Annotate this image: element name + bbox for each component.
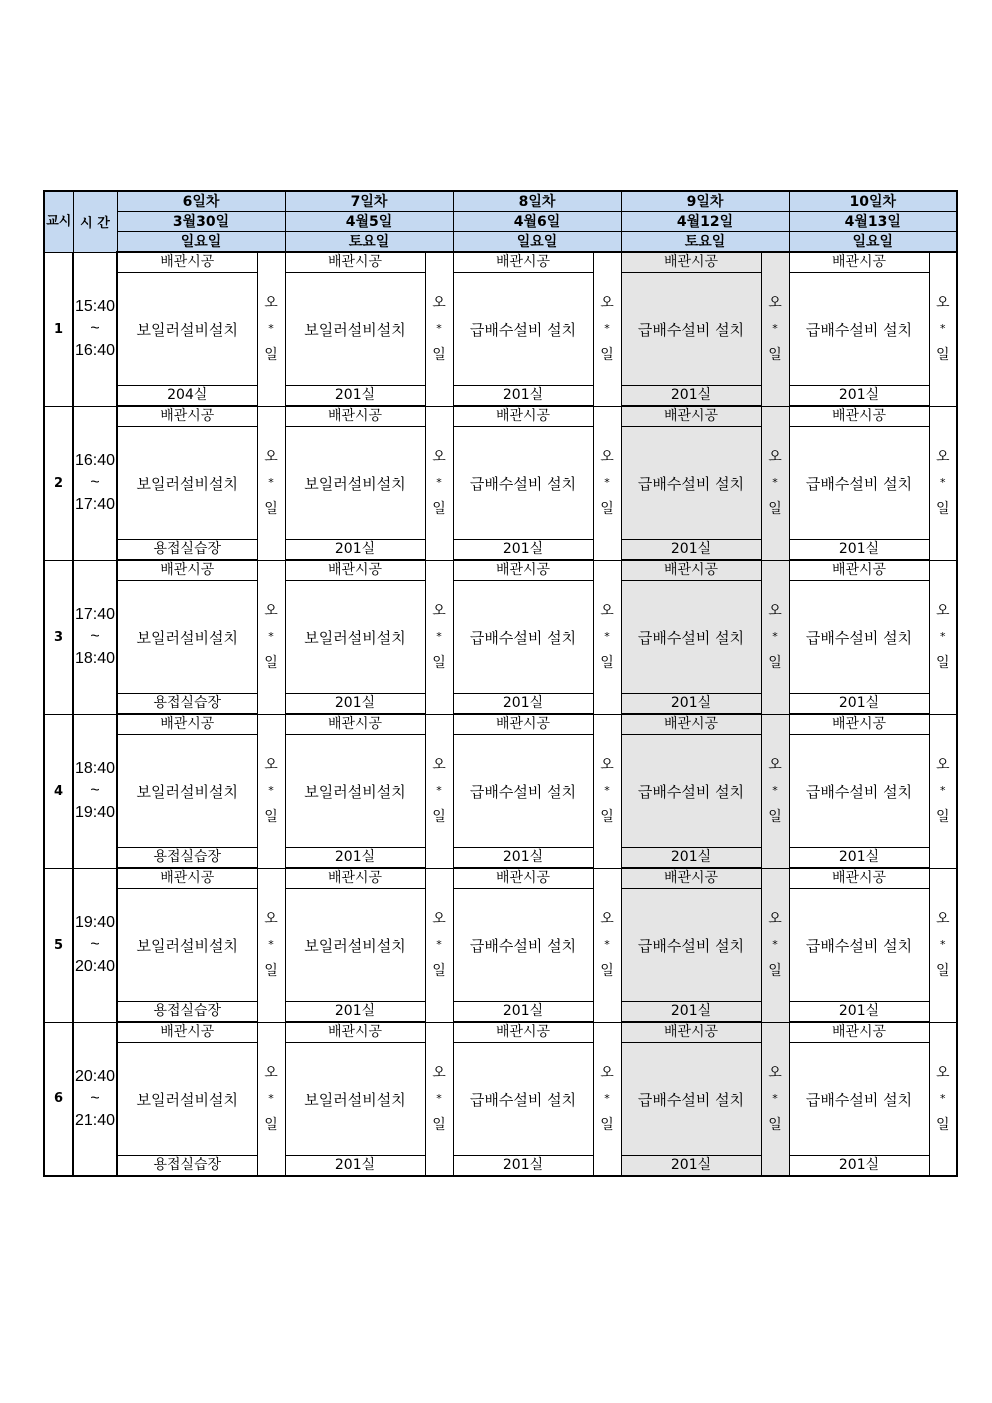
- period-number: 1: [44, 252, 73, 406]
- weekday-header: 토요일: [621, 232, 789, 253]
- side-mark-cell: [257, 714, 285, 868]
- side-mark-cell: [929, 1022, 957, 1176]
- period-row-subject: [44, 406, 957, 427]
- side-mark: 오: [600, 757, 614, 773]
- side-mark: *: [772, 784, 778, 797]
- room-cell: 201실: [453, 540, 593, 561]
- side-mark: 일: [264, 347, 278, 364]
- side-mark-cell: [257, 868, 285, 1022]
- side-mark-cell: [257, 252, 285, 406]
- subject-cell: 배관시공: [285, 714, 425, 735]
- side-mark: *: [268, 938, 274, 951]
- period-row-main: [44, 889, 957, 1002]
- room-cell: 201실: [285, 694, 425, 715]
- time-end: 20:40: [74, 958, 116, 975]
- side-mark: 오: [600, 295, 614, 312]
- side-mark-cell: [761, 1022, 789, 1176]
- header-row-date: [44, 212, 957, 232]
- room-cell: 201실: [285, 1156, 425, 1177]
- side-mark: *: [604, 938, 610, 951]
- side-mark: 오: [600, 1064, 614, 1081]
- side-mark: 오: [432, 295, 446, 312]
- side-mark-cell: [425, 714, 453, 868]
- side-mark: 일: [768, 963, 782, 979]
- side-mark: 오: [264, 1064, 278, 1081]
- period-row-subject: [44, 1022, 957, 1043]
- timetable-body: [44, 191, 957, 1176]
- side-mark-cell: [929, 868, 957, 1022]
- side-mark: 일: [264, 809, 278, 825]
- period-row-main: [44, 427, 957, 540]
- time-start: 19:40: [74, 914, 116, 931]
- time-range: [73, 560, 117, 714]
- date-header: 4월6일: [453, 212, 621, 232]
- side-mark: *: [940, 938, 946, 951]
- lesson-cell: 급배수설비 설치: [789, 273, 929, 386]
- side-mark: 오: [432, 603, 446, 619]
- side-mark: 오: [432, 1064, 446, 1081]
- time-start: 15:40: [74, 298, 116, 315]
- time-range: [73, 1022, 117, 1176]
- room-cell: 201실: [789, 1156, 929, 1177]
- weekday-header: 토요일: [285, 232, 453, 253]
- side-mark: 일: [264, 963, 278, 979]
- time-start: 18:40: [74, 760, 116, 777]
- side-mark: *: [940, 1091, 946, 1105]
- time-end: 19:40: [74, 804, 116, 821]
- side-mark: 일: [600, 655, 614, 671]
- room-cell: 201실: [621, 386, 761, 407]
- room-cell: 201실: [789, 694, 929, 715]
- side-mark: 일: [768, 809, 782, 825]
- side-mark: *: [268, 476, 274, 489]
- room-cell: 201실: [285, 848, 425, 869]
- period-row-room: [44, 540, 957, 561]
- period-row-room: [44, 1002, 957, 1023]
- subject-cell: 배관시공: [453, 714, 593, 735]
- subject-cell: 배관시공: [621, 406, 761, 427]
- side-mark: 오: [935, 449, 950, 465]
- time-range: [73, 406, 117, 560]
- side-mark: 일: [935, 1116, 950, 1133]
- side-mark: 일: [600, 809, 614, 825]
- weekday-header: 일요일: [453, 232, 621, 253]
- room-cell: 용접실습장: [117, 1002, 257, 1023]
- side-mark: 일: [432, 809, 446, 825]
- side-mark: 일: [432, 501, 446, 517]
- side-mark-cell: [929, 714, 957, 868]
- side-mark: *: [268, 322, 274, 336]
- side-mark: 오: [768, 1064, 782, 1081]
- side-mark: 오: [264, 603, 278, 619]
- subject-cell: 배관시공: [789, 406, 929, 427]
- side-mark: 오: [432, 449, 446, 465]
- side-mark: *: [940, 784, 946, 797]
- subject-cell: 배관시공: [621, 560, 761, 581]
- side-mark: 오: [768, 757, 782, 773]
- period-header-label: 교시: [46, 213, 72, 229]
- lesson-cell: 보일러설비설치: [117, 273, 257, 386]
- side-mark-cell: [761, 252, 789, 406]
- lesson-cell: 보일러설비설치: [117, 581, 257, 694]
- side-mark-cell: [761, 714, 789, 868]
- side-mark: *: [436, 476, 442, 489]
- time-separator: ~: [90, 320, 100, 337]
- subject-cell: 배관시공: [117, 252, 257, 273]
- side-mark: *: [436, 1091, 442, 1105]
- subject-cell: 배관시공: [621, 252, 761, 273]
- subject-cell: 배관시공: [621, 714, 761, 735]
- side-mark: 일: [935, 963, 950, 979]
- side-mark: 오: [768, 449, 782, 465]
- subject-cell: 배관시공: [453, 252, 593, 273]
- room-cell: 용접실습장: [117, 1156, 257, 1177]
- side-mark: *: [268, 630, 274, 643]
- room-cell: 201실: [621, 1156, 761, 1177]
- room-cell: 용접실습장: [117, 694, 257, 715]
- side-mark: 오: [600, 603, 614, 619]
- subject-cell: 배관시공: [789, 868, 929, 889]
- date-header: 3월30일: [117, 212, 285, 232]
- date-header: 4월12일: [621, 212, 789, 232]
- subject-cell: 배관시공: [453, 1022, 593, 1043]
- period-row-main: [44, 581, 957, 694]
- side-mark: 오: [935, 603, 950, 619]
- side-mark: *: [772, 1091, 778, 1105]
- subject-cell: 배관시공: [453, 868, 593, 889]
- side-mark: 일: [432, 1116, 446, 1133]
- time-start: 20:40: [74, 1067, 116, 1085]
- period-row-room: [44, 1156, 957, 1177]
- date-header: 4월5일: [285, 212, 453, 232]
- room-cell: 201실: [789, 848, 929, 869]
- room-cell: 201실: [621, 1002, 761, 1023]
- lesson-cell: 보일러설비설치: [285, 1043, 425, 1156]
- time-separator: ~: [90, 782, 100, 799]
- period-number: 4: [44, 714, 73, 868]
- side-mark: 일: [432, 655, 446, 671]
- lesson-cell: 보일러설비설치: [285, 273, 425, 386]
- side-mark: 오: [935, 1064, 950, 1081]
- subject-cell: 배관시공: [285, 1022, 425, 1043]
- side-mark-cell: [257, 1022, 285, 1176]
- side-mark: *: [268, 1091, 274, 1105]
- lesson-cell: 급배수설비 설치: [453, 1043, 593, 1156]
- subject-cell: 배관시공: [117, 868, 257, 889]
- weekday-header: 일요일: [789, 232, 957, 253]
- period-row-subject: [44, 560, 957, 581]
- lesson-cell: 급배수설비 설치: [621, 735, 761, 848]
- subject-cell: 배관시공: [117, 406, 257, 427]
- room-cell: 201실: [621, 540, 761, 561]
- period-row-subject: [44, 714, 957, 735]
- side-mark: *: [604, 476, 610, 489]
- side-mark: *: [604, 784, 610, 797]
- side-mark: *: [940, 476, 946, 489]
- lesson-cell: 보일러설비설치: [117, 889, 257, 1002]
- lesson-cell: 급배수설비 설치: [453, 427, 593, 540]
- side-mark: 일: [768, 1116, 782, 1133]
- side-mark-cell: [425, 252, 453, 406]
- lesson-cell: 보일러설비설치: [285, 735, 425, 848]
- side-mark-cell: [761, 406, 789, 560]
- subject-cell: 배관시공: [117, 1022, 257, 1043]
- room-cell: 용접실습장: [117, 540, 257, 561]
- time-range: [73, 868, 117, 1022]
- subject-cell: 배관시공: [285, 252, 425, 273]
- room-cell: 201실: [285, 386, 425, 407]
- room-cell: 201실: [453, 1002, 593, 1023]
- side-mark: 오: [432, 757, 446, 773]
- subject-cell: 배관시공: [789, 1022, 929, 1043]
- time-separator: ~: [90, 1089, 100, 1107]
- side-mark: 일: [935, 501, 950, 517]
- period-row-room: [44, 694, 957, 715]
- period-number: 5: [44, 868, 73, 1022]
- time-end: 18:40: [74, 650, 116, 667]
- side-mark-cell: [929, 406, 957, 560]
- time-end: 21:40: [74, 1111, 116, 1129]
- side-mark: 오: [935, 295, 950, 312]
- side-mark: 오: [264, 295, 278, 312]
- lesson-cell: 급배수설비 설치: [621, 427, 761, 540]
- day-header: 6일차: [117, 191, 285, 212]
- lesson-cell: 급배수설비 설치: [621, 581, 761, 694]
- side-mark-cell: [929, 252, 957, 406]
- room-cell: 201실: [453, 386, 593, 407]
- lesson-cell: 급배수설비 설치: [453, 273, 593, 386]
- side-mark-cell: [257, 560, 285, 714]
- side-mark: *: [604, 630, 610, 643]
- side-mark: *: [940, 322, 946, 336]
- side-mark: 일: [600, 501, 614, 517]
- room-cell: 201실: [453, 1156, 593, 1177]
- lesson-cell: 급배수설비 설치: [789, 1043, 929, 1156]
- side-mark-cell: [425, 560, 453, 714]
- lesson-cell: 급배수설비 설치: [789, 581, 929, 694]
- room-cell: 201실: [621, 848, 761, 869]
- day-header: 7일차: [285, 191, 453, 212]
- room-cell: 201실: [285, 540, 425, 561]
- side-mark: 일: [600, 963, 614, 979]
- side-mark: *: [604, 1091, 610, 1105]
- period-row-room: [44, 848, 957, 869]
- timetable: [43, 190, 958, 1177]
- lesson-cell: 급배수설비 설치: [621, 889, 761, 1002]
- side-mark: *: [772, 322, 778, 336]
- room-cell: 201실: [621, 694, 761, 715]
- period-row-main: [44, 273, 957, 386]
- subject-cell: 배관시공: [789, 560, 929, 581]
- time-start: 17:40: [74, 606, 116, 623]
- side-mark: 일: [935, 655, 950, 671]
- side-mark: *: [604, 322, 610, 336]
- side-mark: 오: [264, 911, 278, 927]
- time-separator: ~: [90, 936, 100, 953]
- side-mark-cell: [425, 406, 453, 560]
- time-separator: ~: [90, 474, 100, 491]
- side-mark-cell: [425, 868, 453, 1022]
- day-header: 9일차: [621, 191, 789, 212]
- period-header: [44, 191, 73, 252]
- room-cell: 201실: [285, 1002, 425, 1023]
- subject-cell: 배관시공: [789, 252, 929, 273]
- period-number: 3: [44, 560, 73, 714]
- side-mark: 일: [264, 1116, 278, 1133]
- subject-cell: 배관시공: [285, 560, 425, 581]
- subject-cell: 배관시공: [621, 868, 761, 889]
- room-cell: 201실: [453, 694, 593, 715]
- day-header: 8일차: [453, 191, 621, 212]
- time-range: [73, 714, 117, 868]
- time-start: 16:40: [74, 452, 116, 469]
- side-mark: 일: [600, 347, 614, 364]
- header-row-day: [44, 191, 957, 212]
- side-mark: 일: [935, 347, 950, 364]
- period-number: 6: [44, 1022, 73, 1176]
- lesson-cell: 급배수설비 설치: [789, 735, 929, 848]
- side-mark: 오: [264, 757, 278, 773]
- header-row-weekday: [44, 232, 957, 253]
- lesson-cell: 보일러설비설치: [285, 427, 425, 540]
- side-mark-cell: [425, 1022, 453, 1176]
- lesson-cell: 급배수설비 설치: [621, 1043, 761, 1156]
- side-mark: 일: [264, 501, 278, 517]
- lesson-cell: 보일러설비설치: [285, 581, 425, 694]
- side-mark: *: [436, 630, 442, 643]
- side-mark: 오: [768, 295, 782, 312]
- lesson-cell: 급배수설비 설치: [453, 735, 593, 848]
- room-cell: 204실: [117, 386, 257, 407]
- lesson-cell: 급배수설비 설치: [621, 273, 761, 386]
- side-mark-cell: [761, 560, 789, 714]
- time-end: 17:40: [74, 496, 116, 513]
- side-mark: *: [436, 938, 442, 951]
- room-cell: 201실: [453, 848, 593, 869]
- lesson-cell: 급배수설비 설치: [453, 581, 593, 694]
- side-mark: 일: [432, 347, 446, 364]
- weekday-header: 일요일: [117, 232, 285, 253]
- side-mark-cell: [593, 868, 621, 1022]
- period-row-main: [44, 735, 957, 848]
- side-mark-cell: [593, 560, 621, 714]
- side-mark: 오: [600, 449, 614, 465]
- side-mark: 오: [264, 449, 278, 465]
- side-mark: 일: [768, 347, 782, 364]
- side-mark: *: [436, 784, 442, 797]
- time-header: 시 간: [73, 191, 117, 252]
- side-mark: *: [940, 630, 946, 643]
- side-mark-cell: [257, 406, 285, 560]
- side-mark-cell: [593, 252, 621, 406]
- lesson-cell: 급배수설비 설치: [789, 427, 929, 540]
- side-mark-cell: [929, 560, 957, 714]
- subject-cell: 배관시공: [285, 868, 425, 889]
- side-mark: 일: [768, 655, 782, 671]
- side-mark: 오: [768, 603, 782, 619]
- side-mark-cell: [761, 868, 789, 1022]
- day-header: 10일차: [789, 191, 957, 212]
- side-mark-cell: [593, 1022, 621, 1176]
- room-cell: 201실: [789, 540, 929, 561]
- room-cell: 201실: [789, 386, 929, 407]
- time-separator: ~: [90, 628, 100, 645]
- subject-cell: 배관시공: [621, 1022, 761, 1043]
- side-mark: *: [436, 322, 442, 336]
- side-mark: 오: [600, 911, 614, 927]
- period-row-subject: [44, 868, 957, 889]
- side-mark: *: [772, 630, 778, 643]
- room-cell: 201실: [789, 1002, 929, 1023]
- side-mark-cell: [593, 406, 621, 560]
- side-mark: 일: [768, 501, 782, 517]
- side-mark: 오: [768, 911, 782, 927]
- lesson-cell: 보일러설비설치: [117, 735, 257, 848]
- side-mark: 일: [432, 963, 446, 979]
- subject-cell: 배관시공: [117, 714, 257, 735]
- time-end: 16:40: [74, 342, 116, 359]
- subject-cell: 배관시공: [285, 406, 425, 427]
- side-mark: 오: [935, 757, 950, 773]
- side-mark-cell: [593, 714, 621, 868]
- lesson-cell: 보일러설비설치: [117, 1043, 257, 1156]
- subject-cell: 배관시공: [117, 560, 257, 581]
- side-mark: *: [772, 938, 778, 951]
- lesson-cell: 급배수설비 설치: [789, 889, 929, 1002]
- room-cell: 용접실습장: [117, 848, 257, 869]
- side-mark: 일: [264, 655, 278, 671]
- subject-cell: 배관시공: [453, 406, 593, 427]
- side-mark: 일: [935, 809, 950, 825]
- lesson-cell: 급배수설비 설치: [453, 889, 593, 1002]
- subject-cell: 배관시공: [453, 560, 593, 581]
- lesson-cell: 보일러설비설치: [285, 889, 425, 1002]
- side-mark: 오: [432, 911, 446, 927]
- side-mark: 일: [600, 1116, 614, 1133]
- side-mark: 오: [935, 911, 950, 927]
- date-header: 4월13일: [789, 212, 957, 232]
- side-mark: *: [268, 784, 274, 797]
- time-range: [73, 252, 117, 406]
- period-row-subject: [44, 252, 957, 273]
- subject-cell: 배관시공: [789, 714, 929, 735]
- lesson-cell: 보일러설비설치: [117, 427, 257, 540]
- period-number: 2: [44, 406, 73, 560]
- side-mark: *: [772, 476, 778, 489]
- period-row-room: [44, 386, 957, 407]
- period-row-main: [44, 1043, 957, 1156]
